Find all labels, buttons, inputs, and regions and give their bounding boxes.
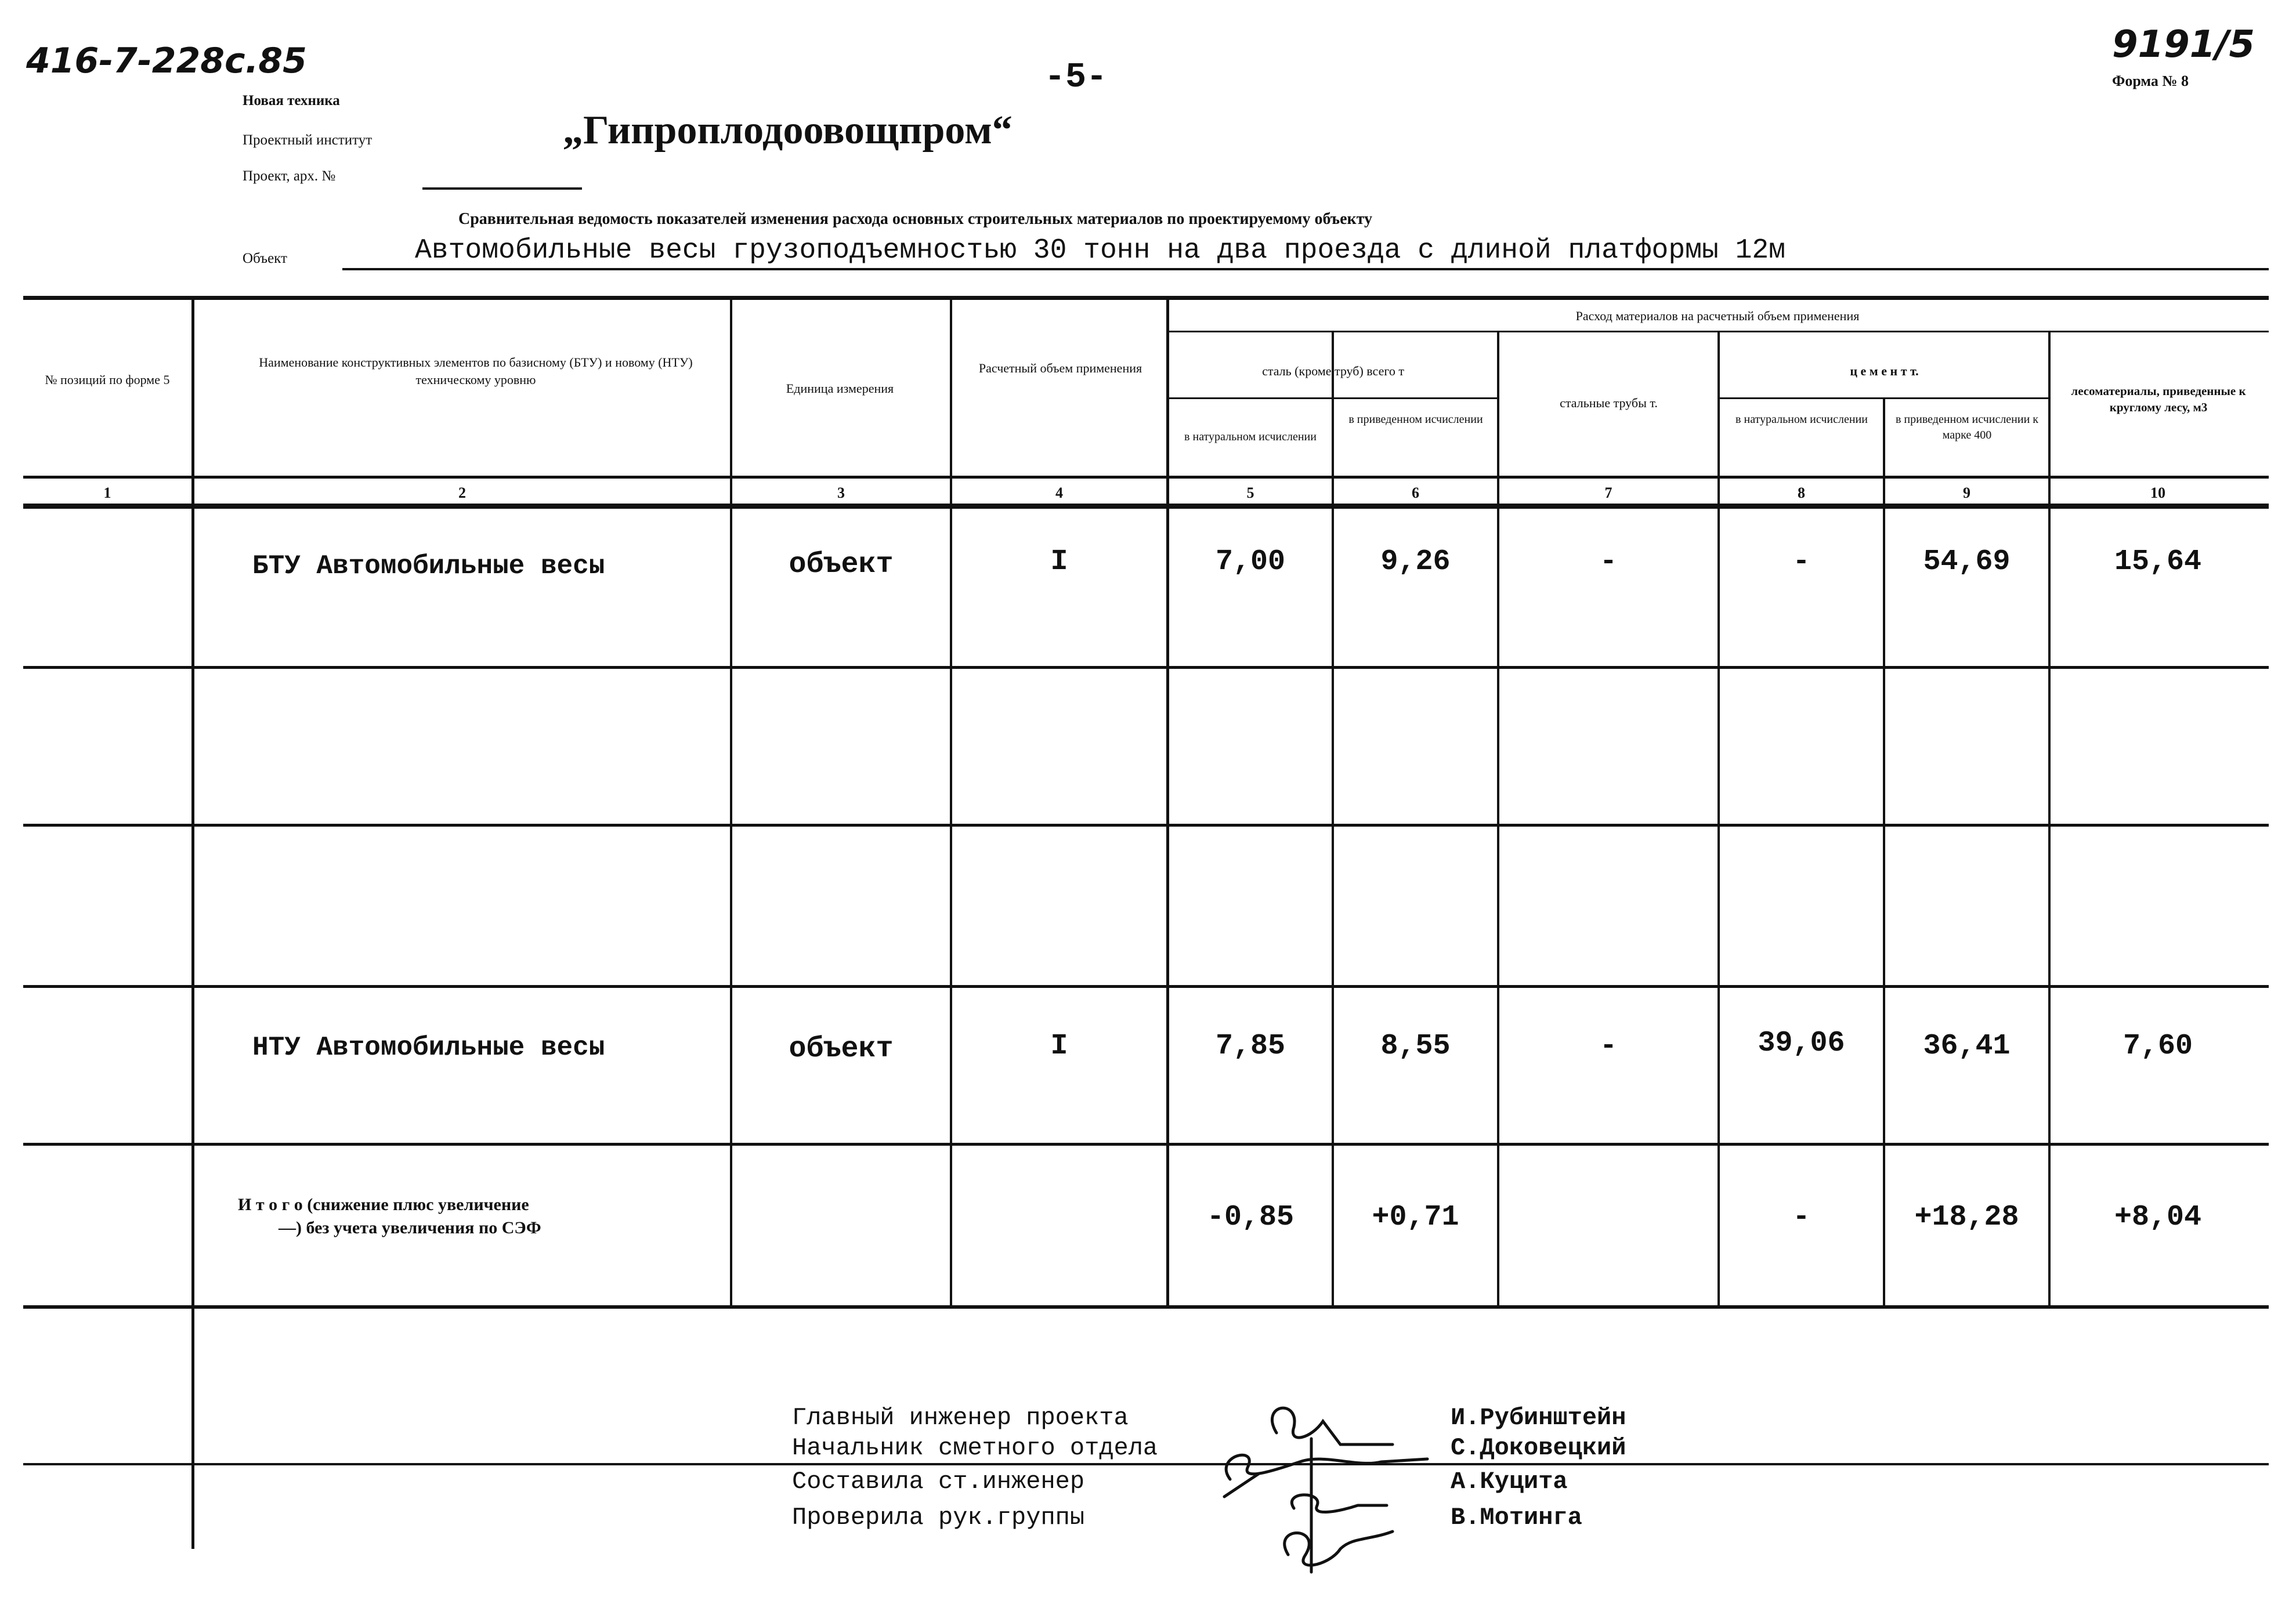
- col-line-3: [950, 296, 952, 1305]
- statement-title: Сравнительная ведомость показателей изменения расхода основных строительных материалов по проектируемому объекту: [458, 210, 1373, 228]
- row-rule-2: [23, 824, 2269, 827]
- row-cement-reduced: 54,69: [1923, 545, 2011, 578]
- col-number-9: 9: [1963, 484, 1970, 501]
- row-cement-natural: -: [1792, 545, 1810, 578]
- row-cement-natural: 39,06: [1758, 1027, 1845, 1060]
- col-line-4: [1166, 296, 1169, 1305]
- total-timber: +8,04: [2114, 1201, 2202, 1234]
- row-steel-natural: 7,85: [1215, 1030, 1286, 1063]
- row-rule-4: [23, 1143, 2269, 1146]
- header-rule: [23, 476, 2269, 479]
- col-line-9: [2048, 331, 2051, 1305]
- row-rule-6: [23, 1463, 2269, 1465]
- row-steel-pipes: -: [1599, 1030, 1617, 1063]
- page-number: -5-: [1044, 58, 1108, 97]
- row-rule-3: [23, 985, 2269, 988]
- total-cement-reduced: +18,28: [1914, 1201, 2019, 1234]
- total-steel-reduced: +0,71: [1372, 1201, 1459, 1234]
- row-unit: объект: [789, 548, 894, 581]
- col-header-name: Наименование конструктивных элементов по базисному (БТУ) и новому (НТУ) техническому уровню: [259, 355, 693, 387]
- signature-role: Проверила рук.группы: [792, 1504, 1085, 1531]
- header-line-new-tech: Новая техника: [243, 93, 340, 108]
- row-steel-reduced: 8,55: [1380, 1030, 1451, 1063]
- row-name: БТУ Автомобильные весы: [252, 551, 605, 581]
- total-label-line2: —) без учета увеличения по СЭФ: [279, 1218, 541, 1237]
- col-header-materials-group: Расход материалов на расчетный объем применения: [1575, 309, 1860, 323]
- row-volume: I: [1050, 1030, 1068, 1063]
- col-number-10: 10: [2150, 484, 2165, 501]
- col-header-cement: ц е м е н т т.: [1850, 364, 1919, 378]
- row-rule-5: [23, 1305, 2269, 1309]
- signature-role: Составила ст.инженер: [792, 1468, 1085, 1496]
- object-value: Автомобильные весы грузоподъемностью 30 тонн на два проезда с длиной платформы 12м: [415, 235, 1785, 266]
- col-header-timber: лесоматериалы, приведенные к круглому лесу, м3: [2071, 384, 2246, 415]
- col-number-1: 1: [103, 484, 111, 501]
- col-number-5: 5: [1246, 484, 1254, 501]
- document-code: 416-7-228с.85: [26, 41, 307, 81]
- form-number: Форма № 8: [2112, 73, 2189, 89]
- col-header-steel-pipes: стальные трубы т.: [1560, 396, 1658, 410]
- col-number-7: 7: [1604, 484, 1612, 501]
- sheet-code: 9191/5: [2112, 23, 2255, 66]
- header-line-institute: Проектный институт: [243, 132, 373, 148]
- row-unit: объект: [789, 1033, 894, 1066]
- col-number-3: 3: [837, 484, 845, 501]
- row-steel-pipes: -: [1599, 545, 1617, 578]
- col-number-6: 6: [1412, 484, 1419, 501]
- col-header-volume: Расчетный объем применения: [978, 361, 1142, 375]
- row-steel-natural: 7,00: [1215, 545, 1286, 578]
- signature-role: Главный инженер проекта: [792, 1404, 1129, 1432]
- col-header-cement-reduced: в приведенном исчислении к марке 400: [1895, 413, 2039, 441]
- signature-name: С.Доковецкий: [1451, 1434, 1626, 1462]
- total-label-line1: И т о г о (снижение плюс увеличение: [238, 1195, 529, 1214]
- col-header-steel-natural: в натуральном исчислении: [1184, 430, 1317, 443]
- object-underline: [342, 268, 2269, 270]
- signature-name: И.Рубинштейн: [1451, 1404, 1626, 1432]
- col-number-8: 8: [1798, 484, 1805, 501]
- signature-name: В.Мотинга: [1451, 1504, 1582, 1531]
- row-steel-reduced: 9,26: [1380, 545, 1451, 578]
- col-number-rule: [23, 504, 2269, 509]
- col-header-steel: сталь (кроме труб) всего т: [1262, 364, 1404, 378]
- header-line-project: Проект, арх. №: [243, 168, 336, 184]
- project-number-underline: [422, 187, 582, 190]
- row-cement-reduced: 36,41: [1923, 1030, 2011, 1063]
- object-label: Объект: [243, 251, 287, 266]
- col-line-5: [1332, 331, 1334, 1305]
- signature-role: Начальник сметного отдела: [792, 1434, 1158, 1462]
- col-line-6: [1497, 331, 1499, 1305]
- col-number-2: 2: [458, 484, 466, 501]
- col-line-2: [730, 296, 732, 1305]
- table-top-border: [23, 296, 2269, 300]
- row-rule-1: [23, 666, 2269, 669]
- col-header-position: № позиций по форме 5: [45, 372, 170, 387]
- institute-name: „Гипроплодоовощпром“: [563, 108, 1013, 153]
- col-header-steel-reduced: в приведенном исчислении: [1348, 413, 1483, 426]
- total-cement-natural: -: [1792, 1201, 1810, 1234]
- row-name: НТУ Автомобильные весы: [252, 1033, 605, 1063]
- row-timber: 15,64: [2114, 545, 2202, 578]
- col-header-unit: Единица измерения: [786, 381, 894, 396]
- col-line-7: [1718, 331, 1720, 1305]
- col-line-8: [1883, 397, 1885, 1305]
- row-volume: I: [1050, 545, 1068, 578]
- col-header-cement-natural: в натуральном исчислении: [1735, 413, 1868, 426]
- signature-name: А.Куцита: [1451, 1468, 1568, 1496]
- col-number-4: 4: [1055, 484, 1063, 501]
- row-timber: 7,60: [2123, 1030, 2193, 1063]
- handwritten-signatures: [1207, 1381, 1451, 1578]
- total-steel-natural: -0,85: [1206, 1201, 1295, 1234]
